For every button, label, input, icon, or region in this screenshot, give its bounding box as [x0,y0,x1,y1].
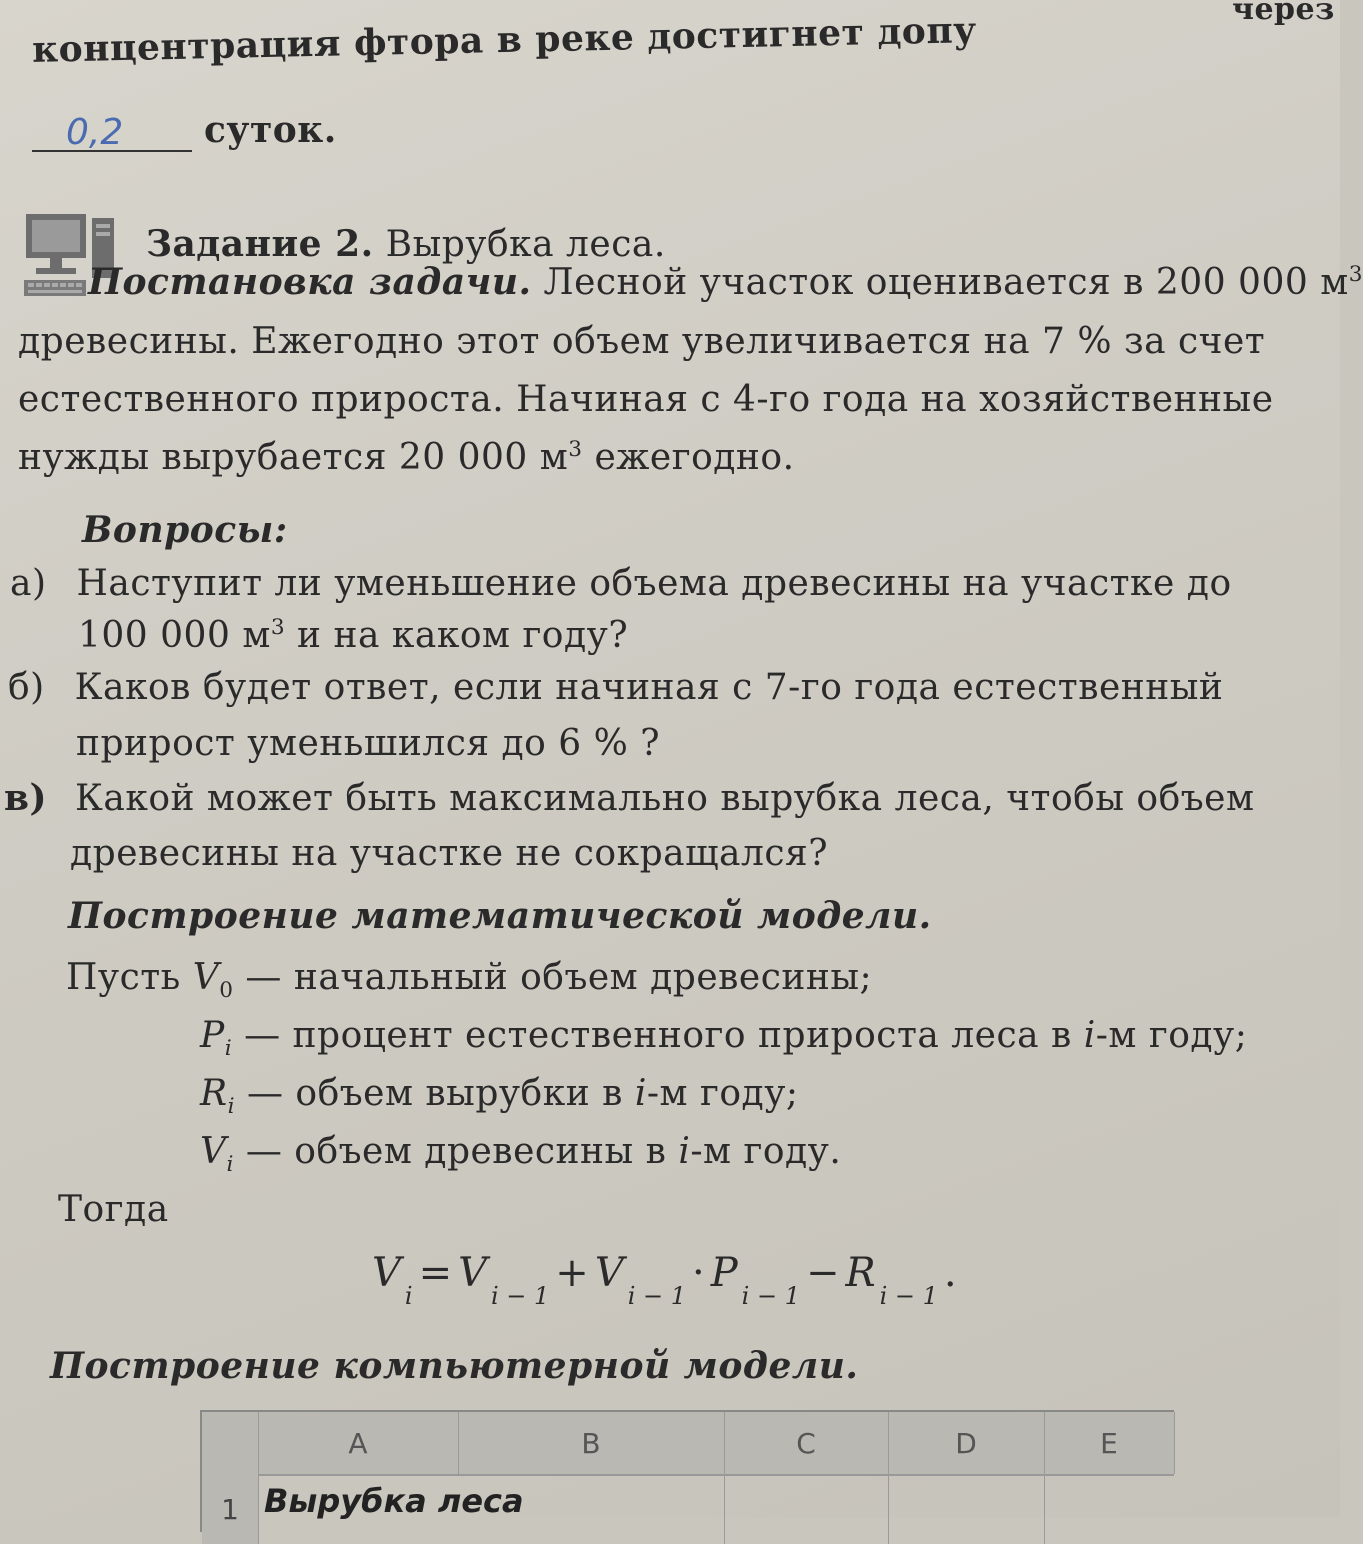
def-p [200,1014,1248,1062]
cell-border [724,1474,725,1544]
column-header-a[interactable]: A [258,1412,459,1474]
statement-text-4b: ежегодно. [582,437,795,478]
question-b-marker: б) [8,667,45,708]
statement-line-1 [88,260,1363,305]
symbol-v: V [200,1131,227,1172]
column-header-d[interactable]: D [888,1412,1045,1474]
row-header-1[interactable]: 1 [202,1474,259,1544]
question-c-line-2: древесины на участке не сокращался? [70,833,829,874]
question-a-text-2b: и на каком году? [285,615,629,656]
task-number: Задание 2. [146,223,374,265]
statement-text-4a: нужды вырубается 20 000 м [18,437,569,478]
formula-sub-i: i [404,1282,413,1310]
question-c-text-1: Какой может быть максимально вырубка леса, чтобы объем [75,778,1255,819]
cubic-sup: 3 [270,615,286,640]
question-b-line-2: прирост уменьшился до 6 % ? [76,723,661,764]
handwritten-answer: 0,2 [66,112,124,153]
formula-r: R [845,1250,876,1296]
def-r [200,1072,799,1120]
def-v [200,1130,842,1178]
def-r-text: — объем вырубки в [235,1073,635,1114]
prev-task-text: концентрация фтора в реке достигнет допу [31,9,978,71]
column-header-b[interactable]: B [458,1412,725,1474]
def-v0 [66,956,873,1004]
symbol-v0: V [192,957,220,998]
recurrence-formula: V $_i$ = V $_{i - 1}$ + V $_{i - 1}$ · P $_{i - 1}$ − R $_{i - 1}$ . [372,1250,957,1310]
symbol-p: P [200,1015,225,1056]
formula-p: P [710,1250,738,1296]
def-v-end: -м году. [690,1131,842,1172]
def-p-end: -м году; [1095,1015,1248,1056]
statement-text-1: Лесной участок оценивается в 200 000 м [531,262,1349,303]
sub-i: i [224,1036,233,1062]
formula-v: V [372,1250,401,1296]
spreadsheet [200,1410,1174,1532]
cubic-sup: 3 [1348,262,1363,287]
days-suffix: суток. [204,109,337,151]
statement-line-4 [18,436,795,480]
formula-v: V [458,1250,487,1296]
formula-v: V [594,1250,624,1296]
cell-a1[interactable]: Вырубка леса [264,1482,524,1520]
question-c-marker: в) [4,777,48,819]
column-header-e[interactable]: E [1044,1412,1175,1474]
sub-i: i [226,1152,234,1178]
statement-line-2: древесины. Ежегодно этот объем увеличивается на 7 % за счет [18,321,1266,362]
formula-sub-im1: i − 1 [627,1282,687,1310]
def-v-text: — объем древесины в [233,1131,679,1172]
formula-sub-im1: i − 1 [879,1282,938,1310]
def-v0-text: — начальный объем древесины; [233,957,873,998]
question-a-line-2 [78,614,628,658]
cell-border [1044,1474,1045,1544]
select-all-corner[interactable] [202,1412,259,1474]
cell-border [888,1474,889,1544]
statement-line-3: естественного прироста. Начиная с 4-го года на хозяйственные [18,379,1274,420]
var-i: i [678,1131,691,1172]
def-p-text: — процент естественного прироста леса в [232,1015,1084,1056]
question-a-marker: а) [10,563,47,604]
formula-sub-im1: i − 1 [490,1282,550,1310]
sub-i: i [227,1094,236,1120]
questions-label: Вопросы: [82,509,288,551]
column-header-c[interactable]: C [724,1412,889,1474]
task-name: Вырубка леса. [373,224,666,265]
var-i: i [1083,1015,1096,1056]
math-model-heading: Построение математической модели. [68,895,932,937]
let-word: Пусть [66,957,181,998]
then-word: Тогда [58,1189,169,1230]
cubic-sup: 3 [568,437,583,462]
question-b-line-1 [8,666,1223,710]
sub-zero: 0 [219,978,234,1004]
statement-label: Постановка задачи. [88,261,532,303]
prev-task-line-right: через [1232,0,1335,27]
question-c-line-1 [4,776,1254,821]
question-a-line-1 [10,562,1232,606]
question-a-text-2a: 100 000 м [78,615,271,656]
question-b-text-1: Каков будет ответ, если начиная с 7-го года естественный [74,667,1224,708]
computer-model-heading: Построение компьютерной модели. [50,1345,859,1387]
var-i: i [634,1073,647,1114]
prev-task-line [32,8,978,72]
question-a-text-1: Наступит ли уменьшение объема древесины на участке до [76,563,1232,604]
def-r-end: -м году; [646,1073,799,1114]
symbol-r: R [200,1073,228,1114]
formula-sub-im1: i − 1 [741,1282,800,1310]
